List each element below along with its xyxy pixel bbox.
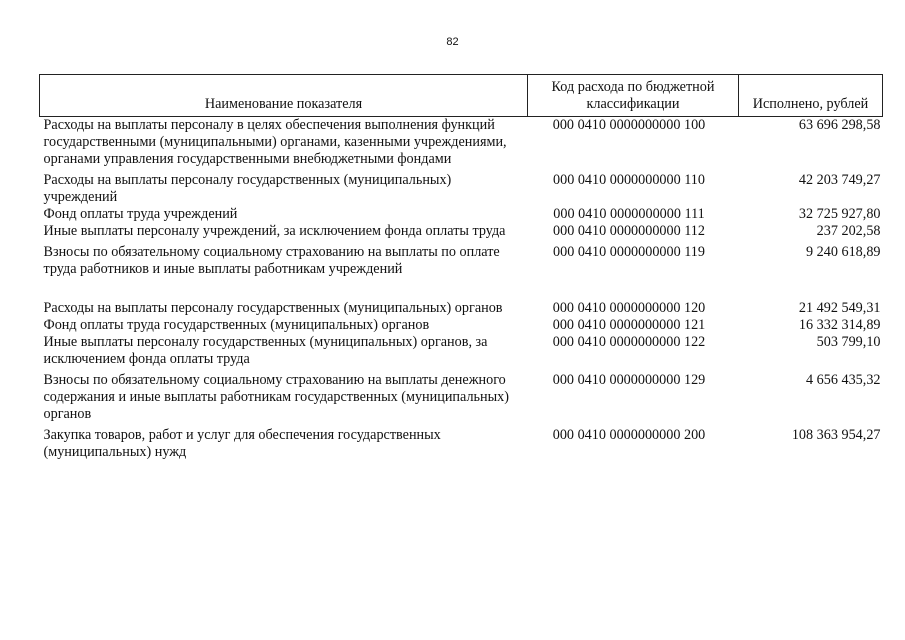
row-code: 000 0410 0000000000 121	[552, 317, 706, 333]
row-name: Иные выплаты персоналу государственных (муниципальных) органов, за исключением фонда оплаты труда	[43, 334, 488, 367]
row-amount: 63 696 298,58	[798, 117, 881, 133]
header-executed-amount: Исполнено, рублей	[739, 75, 883, 117]
row-name: Иные выплаты персоналу учреждений, за исключением фонда оплаты труда	[43, 223, 506, 239]
table-row	[40, 223, 883, 240]
row-code: 000 0410 0000000000 111	[553, 206, 705, 222]
table-header	[40, 75, 883, 117]
table-row	[40, 334, 883, 368]
row-amount: 108 363 954,27	[791, 427, 881, 443]
header-row	[40, 75, 883, 117]
table-row	[40, 117, 883, 169]
row-amount: 21 492 549,31	[798, 300, 881, 316]
table-row	[40, 368, 883, 423]
row-name: Расходы на выплаты персоналу в целях обеспечения выполнения функций государственными (муниципальными) органами, казенными учреждениями, органами управления государственными внебюджетными фондами	[43, 117, 507, 167]
row-code: 000 0410 0000000000 129	[552, 372, 706, 388]
row-code: 000 0410 0000000000 119	[553, 244, 705, 260]
row-code: 000 0410 0000000000 120	[552, 300, 706, 316]
row-amount: 9 240 618,89	[806, 244, 881, 260]
row-amount: 32 725 927,80	[798, 206, 881, 222]
row-name: Взносы по обязательному социальному страхованию на выплаты по оплате труда работников и иные выплаты работникам учреждений	[43, 244, 500, 277]
row-name: Расходы на выплаты персоналу государственных (муниципальных) учреждений	[43, 172, 452, 205]
row-code: 000 0410 0000000000 122	[552, 334, 706, 350]
table-row	[40, 168, 883, 206]
row-amount: 503 799,10	[816, 334, 881, 350]
row-name: Фонд оплаты труда государственных (муниципальных) органов	[43, 317, 430, 333]
table-body	[40, 117, 883, 462]
table-row	[40, 206, 883, 223]
header-indicator-name: Наименование показателя	[40, 75, 528, 117]
table-row	[40, 240, 883, 278]
row-code: 000 0410 0000000000 100	[552, 117, 706, 133]
row-amount: 16 332 314,89	[798, 317, 881, 333]
header-budget-code: Код расхода по бюджетной классификации	[528, 75, 739, 117]
row-code: 000 0410 0000000000 200	[552, 427, 706, 443]
row-amount: 237 202,58	[816, 223, 881, 239]
row-name: Взносы по обязательному социальному страхованию на выплаты денежного содержания и иные выплаты работникам государственных (муниципальных) органов	[43, 372, 509, 422]
table-row	[40, 423, 883, 461]
budget-execution-table	[39, 74, 883, 461]
row-name: Закупка товаров, работ и услуг для обеспечения государственных (муниципальных) нужд	[43, 427, 441, 460]
table-row	[40, 317, 883, 334]
row-name: Расходы на выплаты персоналу государственных (муниципальных) органов	[43, 300, 503, 316]
row-code: 000 0410 0000000000 110	[553, 172, 705, 188]
row-amount: 42 203 749,27	[798, 172, 881, 188]
row-amount: 4 656 435,32	[806, 372, 881, 388]
table-row	[40, 278, 883, 317]
row-code: 000 0410 0000000000 112	[553, 223, 705, 239]
row-name: Фонд оплаты труда учреждений	[43, 206, 238, 222]
page-number: 82	[446, 36, 459, 48]
